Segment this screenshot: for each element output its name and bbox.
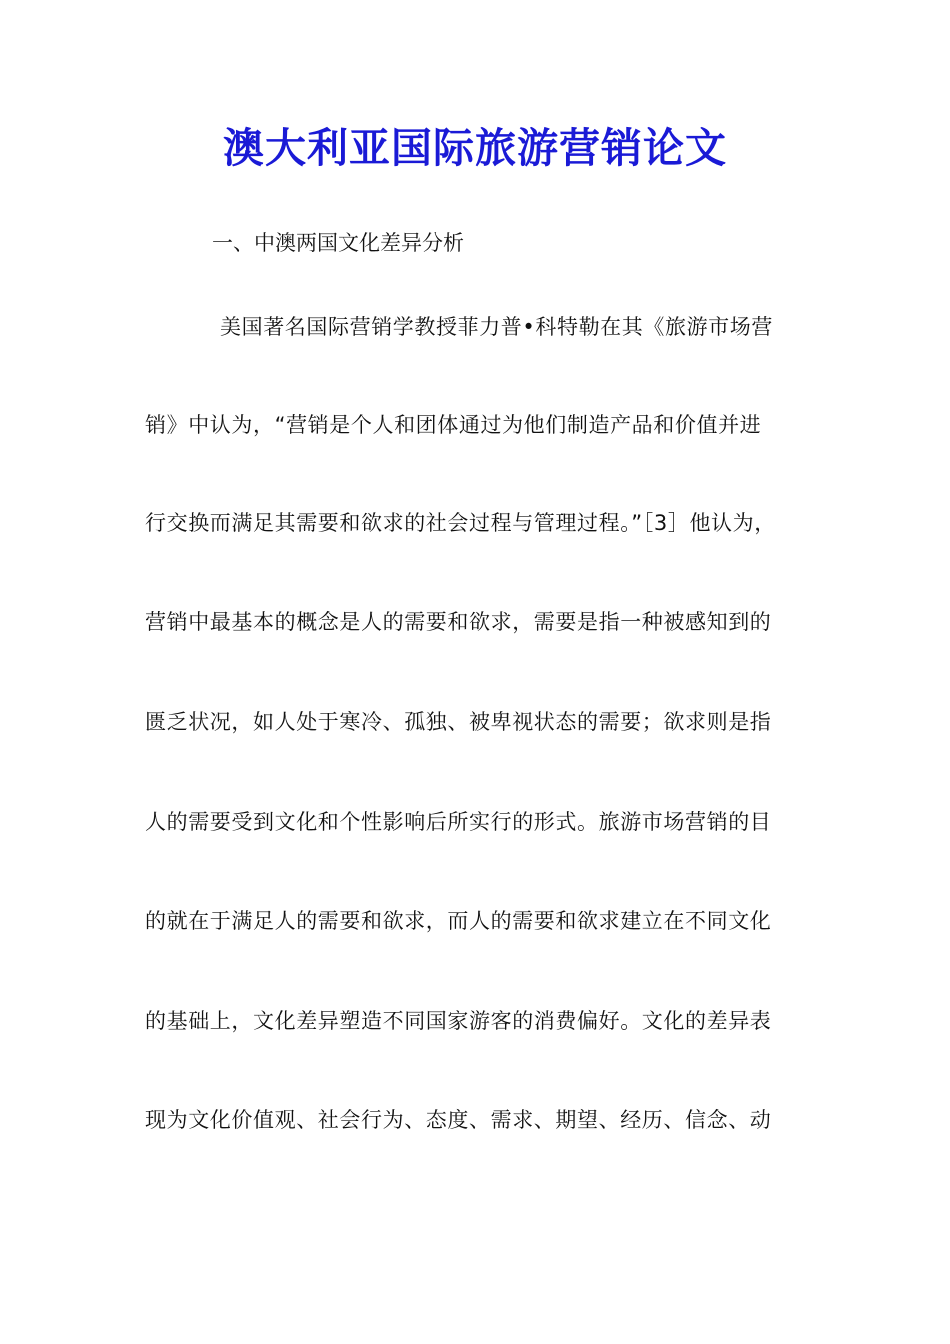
body-line: 的就在于满足人的需要和欲求，而人的需要和欲求建立在不同文化	[145, 909, 772, 933]
body-line: 销》中认为，“营销是个人和团体通过为他们制造产品和价值并进	[145, 413, 762, 437]
body-line: 的基础上，文化差异塑造不同国家游客的消费偏好。文化的差异表	[145, 1009, 772, 1033]
document-title: 澳大利亚国际旅游营销论文	[223, 124, 727, 172]
body-line: 美国著名国际营销学教授菲力普•科特勒在其《旅游市场营	[220, 315, 773, 339]
body-line: 现为文化价值观、社会行为、态度、需求、期望、经历、信念、动	[145, 1108, 772, 1132]
body-line: 营销中最基本的概念是人的需要和欲求，需要是指一种被感知到的	[145, 610, 772, 634]
section-heading: 一、中澳两国文化差异分析	[212, 231, 464, 255]
body-line: 匮乏状况，如人处于寒冷、孤独、被卑视状态的需要；欲求则是指	[145, 710, 772, 734]
body-line: 行交换而满足其需要和欲求的社会过程与管理过程。”［3］他认为，	[145, 511, 776, 535]
body-line: 人的需要受到文化和个性影响后所实行的形式。旅游市场营销的目	[145, 810, 772, 834]
